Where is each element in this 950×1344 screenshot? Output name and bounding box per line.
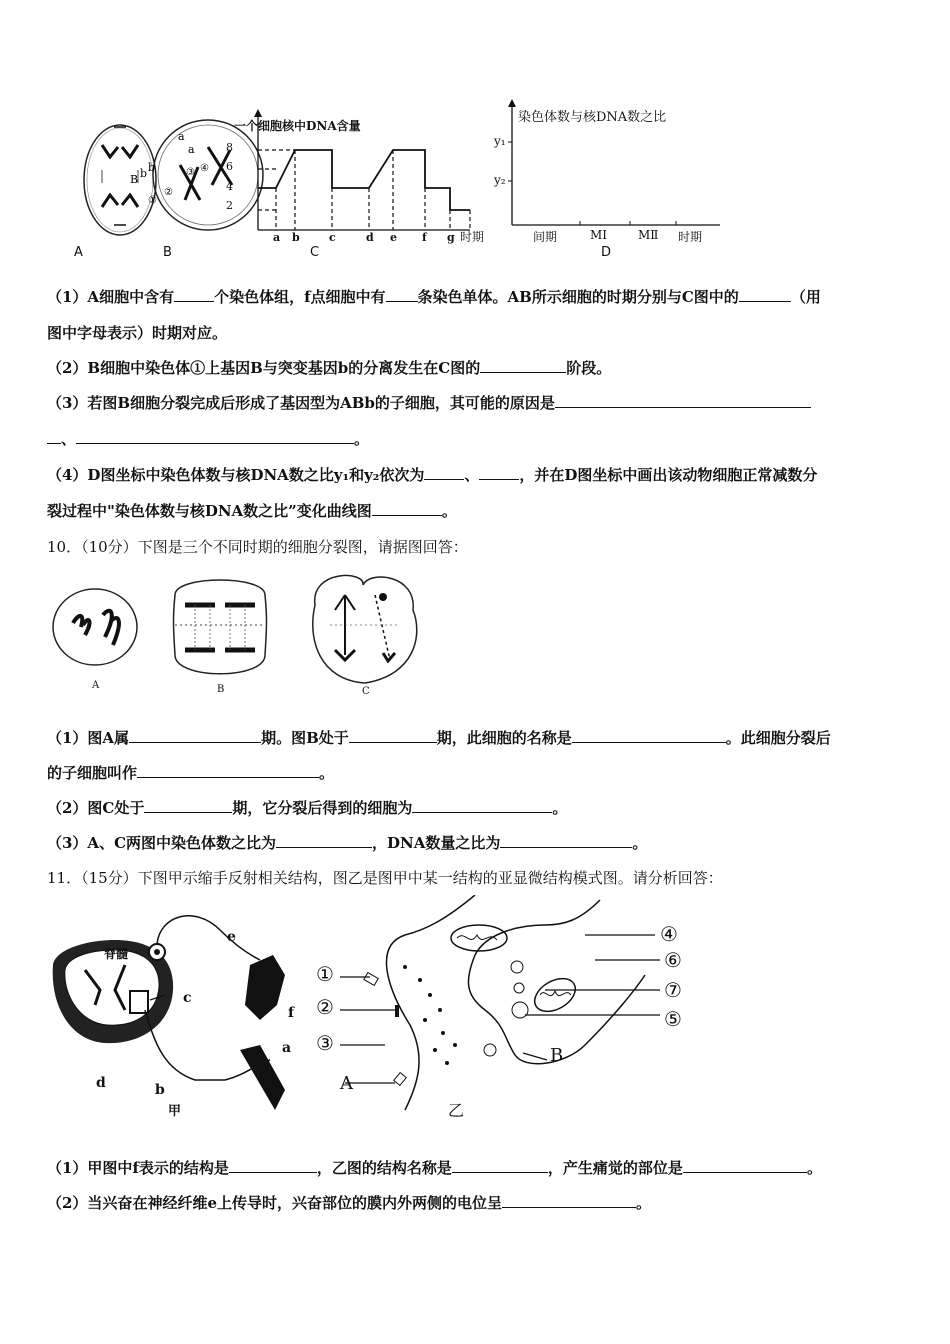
answer-blank[interactable] [479,465,519,480]
answer-blank[interactable] [47,429,61,444]
chart-d-x-tick: 间期 [533,230,558,244]
gene-label: ④ [200,163,209,174]
chart-d-x-tick: MⅡ [638,228,659,242]
answer-blank[interactable] [739,287,791,302]
q10-label-b: B [217,684,225,695]
dna-curve [258,150,470,210]
q10-cell-b [174,580,267,674]
synapse-diagram [340,895,660,1110]
figure-yi-caption: 乙 [448,1101,465,1120]
gene-label: b [148,161,156,174]
chart-c-y-tick: 8 [226,141,233,154]
q10-header: 10．（10分）下图是三个不同时期的细胞分裂图，请据图回答： [47,538,468,556]
answer-blank[interactable] [174,287,214,302]
q10-part1-line1: （1）图A属 期。图B处于 期，此细胞的名称是 。此细胞分裂后 [47,729,831,747]
answer-blank[interactable] [349,728,437,743]
synapse-label-7: ⑦ [664,978,682,1002]
structure-label-f: f [288,1005,295,1021]
gene-label: a [188,143,195,156]
synapse-label-4: ④ [660,922,678,946]
synapse-label-b: B [550,1045,564,1066]
answer-blank[interactable] [555,393,811,408]
q9-part1-line1: （1）A细胞中含有 个染色体组，f点细胞中有 条染色单体。AB所示细胞的时期分别与C图中的 （用 [47,288,821,306]
gene-label: a [178,130,185,143]
q9-part3-line1: （3）若图B细胞分裂完成后形成了基因型为ABb的子细胞，其可能的原因是 [47,392,811,413]
q10-part1-line2: 的子细胞叫作 。 [47,764,335,782]
cell-a-diagram [84,125,156,235]
gene-label: b [140,167,148,180]
chart-c-x-tick: f [422,231,427,244]
chart-c-y-tick: 2 [226,199,233,212]
answer-blank[interactable] [452,1158,548,1173]
synapse-label-a: A [340,1073,353,1094]
answer-blank[interactable] [572,728,726,743]
structure-label-c: c [183,990,192,1006]
chart-c-x-tick: c [329,231,336,244]
gene-label: ③ [186,167,195,178]
chart-c-title: 一个细胞核中DNA含量 [234,119,361,133]
gene-label: ① [148,195,157,206]
spinal-cord-label: 脊髓 [104,947,129,961]
answer-blank[interactable] [424,465,464,480]
gene-label: ② [164,187,173,198]
chart-c-y-tick: 6 [226,160,233,173]
chart-c-x-label: 时期 [460,230,485,244]
q9-part4-line2: 裂过程中"染色体数与核DNA数之比”变化曲线图 。 [47,502,457,520]
answer-blank[interactable] [137,763,319,778]
structure-label-d: d [96,1075,106,1091]
answer-blank[interactable] [480,358,566,373]
chart-c-x-tick: b [292,231,300,244]
answer-blank[interactable] [683,1158,807,1173]
q11-header: 11．（15分）下图甲示缩手反射相关结构，图乙是图甲中某一结构的亚显微结构模式图。请分析回答： [47,869,723,887]
structure-label-a: a [282,1040,292,1056]
answer-blank[interactable] [129,728,261,743]
q11-part1: （1）甲图中f表示的结构是 ，乙图的结构名称是 ，产生痛觉的部位是 。 [47,1159,822,1177]
q10-cell-a [53,589,137,665]
q10-part3: （3）A、C两图中染色体数之比为 ，DNA数量之比为 。 [47,834,648,852]
chart-c-x-tick: a [273,231,281,244]
figure-label-b: B [163,245,172,260]
q11-part2: （2）当兴奋在神经纤维e上传导时，兴奋部位的膜内外两侧的电位呈 。 [47,1194,651,1212]
chart-c-y-tick: 4 [226,180,233,193]
chart-d-title: 染色体数与核DNA数之比 [518,110,667,125]
figure-label-d: D [601,245,612,260]
q9-part3-line2: 、 。 [47,428,369,449]
q10-figures [45,565,435,705]
answer-blank[interactable] [502,1193,636,1208]
structure-label-e: e [227,929,236,945]
figure-label-a: A [74,245,83,260]
cell-b-diagram [130,120,263,230]
chart-c-x-tick: g [447,231,455,244]
synapse-label-6: ⑥ [664,948,682,972]
synapse-label-3: ③ [316,1031,334,1055]
chart-c-x-tick: e [390,231,397,244]
answer-blank[interactable] [372,501,442,516]
q10-part2: （2）图C处于 期，它分裂后得到的细胞为 。 [47,799,568,817]
synapse-label-2: ② [316,995,334,1019]
figure-label-c: C [310,245,320,260]
q11-figures [45,895,705,1135]
chart-c-x-tick: d [366,231,374,244]
chart-d-y1: y₁ [494,134,506,148]
answer-blank[interactable] [229,1158,317,1173]
answer-blank[interactable] [386,287,418,302]
answer-blank[interactable] [500,833,632,848]
chart-d-y2: y₂ [494,173,506,187]
chart-d-x-label: 时期 [678,230,703,244]
answer-blank[interactable] [76,429,354,444]
q9-part1-line2: 图中字母表示）时期对应。 [47,324,228,342]
q10-cell-c [313,575,417,683]
synapse-label-5: ⑤ [664,1007,682,1031]
q9-part4-line1: （4）D图坐标中染色体数与核DNA数之比y₁和y₂依次为 、 ，并在D图坐标中画出该动物细胞正常减数分 [47,466,818,484]
synapse-label-1: ① [316,962,334,986]
answer-blank[interactable] [144,798,232,813]
q10-label-a: A [92,680,100,691]
answer-blank[interactable] [412,798,552,813]
reflex-arc-diagram [53,916,285,1110]
answer-blank[interactable] [276,833,372,848]
q9-part2: （2）B细胞中染色体①上基因B与突变基因b的分离发生在C图的 阶段。 [47,359,612,377]
chart-d-x-tick: MⅠ [590,228,608,242]
gene-label: B [130,173,139,186]
structure-label-b: b [155,1082,165,1098]
q10-label-c: C [362,686,370,697]
figure-jia-caption: 甲 [168,1104,182,1119]
